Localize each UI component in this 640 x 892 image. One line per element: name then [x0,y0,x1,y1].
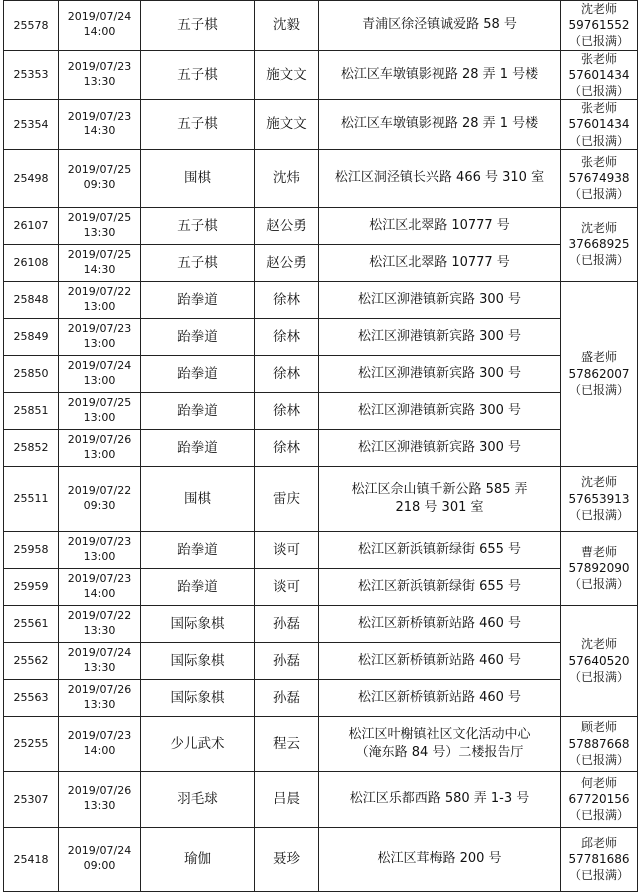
activity-name: 跆拳道 [141,531,255,568]
address-cell [319,466,561,531]
registration-status: （已报满） [568,808,629,823]
activity-name: 跆拳道 [141,568,255,605]
activity-name: 跆拳道 [141,392,255,429]
date-time-cell [59,207,141,244]
address-cell [319,605,561,642]
activity-name: 跆拳道 [141,355,255,392]
table-row [4,355,638,392]
time-text: 13:00 [83,299,116,313]
activity-name: 羽毛球 [141,771,255,827]
contact-phone: 67720156 [568,792,630,807]
activity-name: 五子棋 [141,100,255,150]
date-time-cell [59,392,141,429]
contact-phone: 57862007 [568,366,630,381]
table-row [4,207,638,244]
registration-status: （已报满） [568,507,629,522]
registration-status: （已报满） [568,83,629,98]
contact-phone: 59761552 [568,18,630,33]
instructor-name: 徐林 [255,392,319,429]
time-text: 13:00 [83,373,116,387]
date-time-cell [59,466,141,531]
activity-name: 少儿武术 [141,716,255,771]
time-text: 13:00 [83,549,116,563]
activity-id: 25562 [4,642,59,679]
address-cell [319,281,561,318]
address-cell [319,318,561,355]
date-time-cell [59,355,141,392]
table-row [4,318,638,355]
date-text: 2019/07/26 [67,682,132,696]
address-line: 松江区泖港镇新宾路 300 号 [357,328,522,344]
date-time-cell [59,771,141,827]
address-line: 松江区泖港镇新宾路 300 号 [357,402,522,418]
instructor-name: 沈炜 [255,149,319,207]
table-row [4,827,638,891]
contact-name: 沈老师 [580,220,617,235]
registration-status: （已报满） [568,133,629,148]
date-text: 2019/07/22 [67,483,132,497]
address-cell [319,679,561,716]
table-row [4,679,638,716]
registration-status: （已报满） [568,187,629,202]
date-text: 2019/07/26 [67,432,132,446]
registration-status: （已报满） [568,382,629,397]
date-text: 2019/07/23 [67,728,132,742]
table-row [4,281,638,318]
activity-id: 25511 [4,466,59,531]
time-text: 09:30 [83,178,116,192]
activity-id: 25850 [4,355,59,392]
table-row [4,642,638,679]
instructor-name: 徐林 [255,281,319,318]
contact-name: 盛老师 [580,350,617,365]
date-time-cell [59,281,141,318]
date-text: 2019/07/25 [67,163,132,177]
activity-name: 国际象棋 [141,679,255,716]
instructor-name: 雷庆 [255,466,319,531]
date-time-cell [59,827,141,891]
activity-id: 26107 [4,207,59,244]
activity-id: 25561 [4,605,59,642]
table-row [4,466,638,531]
date-text: 2019/07/23 [67,571,132,585]
contact-name: 张老师 [580,101,617,116]
table-row [4,149,638,207]
time-text: 13:30 [83,799,116,813]
instructor-name: 徐林 [255,318,319,355]
date-time-cell [59,149,141,207]
activity-name: 五子棋 [141,50,255,100]
address-line: 松江区新桥镇新站路 460 号 [357,652,522,668]
registration-status: （已报满） [568,868,629,883]
time-text: 13:00 [83,336,116,350]
activity-name: 五子棋 [141,244,255,281]
date-time-cell [59,1,141,51]
activity-name: 跆拳道 [141,429,255,466]
contact-cell [561,50,638,100]
contact-name: 顾老师 [580,720,617,735]
table-row [4,100,638,150]
instructor-name: 徐林 [255,355,319,392]
schedule-body [4,1,638,892]
table-row [4,1,638,51]
contact-phone: 57674938 [568,171,630,186]
activity-id: 25848 [4,281,59,318]
activity-id: 25578 [4,1,59,51]
address-line: 松江区泖港镇新宾路 300 号 [357,439,522,455]
address-line: 松江区泖港镇新宾路 300 号 [357,291,522,307]
date-text: 2019/07/22 [67,284,132,298]
address-cell [319,716,561,771]
date-time-cell [59,642,141,679]
contact-cell [561,1,638,51]
date-time-cell [59,605,141,642]
table-row [4,716,638,771]
activity-id: 25255 [4,716,59,771]
instructor-name: 赵公勇 [255,244,319,281]
instructor-name: 谈可 [255,531,319,568]
table-row [4,392,638,429]
date-time-cell [59,679,141,716]
contact-name: 沈老师 [580,2,617,16]
address-cell [319,642,561,679]
date-text: 2019/07/23 [67,534,132,548]
contact-name: 沈老师 [580,637,617,652]
time-text: 09:00 [83,859,116,873]
table-row [4,771,638,827]
time-text: 13:00 [83,410,116,424]
date-text: 2019/07/25 [67,247,132,261]
activity-name: 国际象棋 [141,605,255,642]
registration-status: （已报满） [568,669,629,684]
activity-name: 瑜伽 [141,827,255,891]
contact-cell [561,207,638,281]
address-line: 松江区洞泾镇长兴路 466 号 310 室 [334,170,545,186]
contact-name: 何老师 [580,775,617,790]
contact-name: 邱老师 [580,835,617,850]
table-row [4,605,638,642]
date-time-cell [59,50,141,100]
schedule-table [3,0,638,892]
address-cell [319,531,561,568]
time-text: 13:30 [83,660,116,674]
time-text: 14:00 [83,586,116,600]
activity-name: 五子棋 [141,207,255,244]
time-text: 13:30 [83,225,116,239]
activity-id: 25849 [4,318,59,355]
address-line: 218 号 301 室 [395,499,484,515]
activity-name: 跆拳道 [141,318,255,355]
address-line: 松江区新桥镇新站路 460 号 [357,615,522,631]
date-text: 2019/07/24 [67,844,132,858]
activity-id: 25418 [4,827,59,891]
date-text: 2019/07/23 [67,60,132,73]
date-text: 2019/07/25 [67,395,132,409]
contact-phone: 37668925 [568,237,630,252]
activity-id: 25353 [4,50,59,100]
date-time-cell [59,244,141,281]
table-row [4,244,638,281]
date-time-cell [59,100,141,150]
address-cell [319,568,561,605]
contact-cell [561,827,638,891]
address-line: 松江区车墩镇影视路 28 弄 1 号楼 [340,116,539,132]
instructor-name: 施文文 [255,100,319,150]
address-cell [319,50,561,100]
activity-name: 围棋 [141,466,255,531]
table-row [4,429,638,466]
activity-id: 25307 [4,771,59,827]
address-cell [319,827,561,891]
contact-phone: 57640520 [568,653,630,668]
address-line: （淹东路 84 号）二楼报告厅 [355,744,524,760]
address-line: 松江区车墩镇影视路 28 弄 1 号楼 [340,66,539,82]
contact-name: 曹老师 [580,544,617,559]
contact-phone: 57892090 [568,561,630,576]
contact-phone: 57601434 [568,117,630,132]
date-text: 2019/07/26 [67,784,132,798]
contact-phone: 57781686 [568,852,630,867]
activity-id: 26108 [4,244,59,281]
contact-cell [561,466,638,531]
address-cell [319,100,561,150]
contact-phone: 57653913 [568,491,630,506]
contact-name: 沈老师 [580,475,617,490]
date-time-cell [59,716,141,771]
registration-status: （已报满） [568,253,629,268]
contact-cell [561,605,638,716]
activity-id: 25498 [4,149,59,207]
address-line: 松江区叶榭镇社区文化活动中心 [348,726,531,742]
time-text: 13:30 [83,74,116,88]
date-text: 2019/07/23 [67,109,132,123]
activity-name: 五子棋 [141,1,255,51]
instructor-name: 孙磊 [255,679,319,716]
address-cell [319,149,561,207]
activity-id: 25959 [4,568,59,605]
contact-name: 张老师 [580,51,617,66]
time-text: 09:30 [83,498,116,512]
instructor-name: 赵公勇 [255,207,319,244]
address-line: 松江区佘山镇千新公路 585 弄 [351,481,528,497]
instructor-name: 施文文 [255,50,319,100]
instructor-name: 沈毅 [255,1,319,51]
contact-cell [561,281,638,466]
instructor-name: 吕晨 [255,771,319,827]
table-row [4,531,638,568]
address-cell [319,207,561,244]
activity-name: 跆拳道 [141,281,255,318]
date-time-cell [59,429,141,466]
date-text: 2019/07/22 [67,608,132,622]
time-text: 13:30 [83,623,116,637]
contact-cell [561,149,638,207]
address-cell [319,771,561,827]
registration-status: （已报满） [568,752,629,767]
date-time-cell [59,531,141,568]
contact-cell [561,100,638,150]
activity-name: 国际象棋 [141,642,255,679]
address-cell [319,1,561,51]
registration-status: （已报满） [568,577,629,592]
table-row [4,568,638,605]
address-line: 松江区新桥镇新站路 460 号 [357,689,522,705]
date-text: 2019/07/24 [67,358,132,372]
contact-phone: 57601434 [568,67,630,82]
address-line: 松江区北翠路 10777 号 [369,254,510,270]
address-line: 青浦区徐泾镇诚爱路 58 号 [362,17,517,33]
time-text: 14:00 [83,25,116,39]
activity-name: 围棋 [141,149,255,207]
address-cell [319,244,561,281]
contact-cell [561,771,638,827]
address-line: 松江区泖港镇新宾路 300 号 [357,365,522,381]
contact-cell [561,531,638,605]
time-text: 13:00 [83,447,116,461]
address-line: 松江区茸梅路 200 号 [377,851,502,867]
address-cell [319,429,561,466]
time-text: 14:30 [83,124,116,138]
instructor-name: 聂珍 [255,827,319,891]
activity-id: 25563 [4,679,59,716]
address-line: 松江区北翠路 10777 号 [369,217,510,233]
table-row [4,50,638,100]
time-text: 14:00 [83,743,116,757]
instructor-name: 谈可 [255,568,319,605]
date-text: 2019/07/24 [67,645,132,659]
contact-name: 张老师 [580,154,617,169]
instructor-name: 程云 [255,716,319,771]
activity-id: 25354 [4,100,59,150]
activity-id: 25958 [4,531,59,568]
date-time-cell [59,568,141,605]
registration-status: （已报满） [568,34,629,49]
date-text: 2019/07/23 [67,321,132,335]
activity-id: 25852 [4,429,59,466]
instructor-name: 孙磊 [255,642,319,679]
address-line: 松江区新浜镇新绿街 655 号 [357,578,522,594]
address-line: 松江区新浜镇新绿街 655 号 [357,541,522,557]
contact-phone: 57887668 [568,736,630,751]
time-text: 13:30 [83,697,116,711]
date-text: 2019/07/25 [67,210,132,224]
address-cell [319,392,561,429]
address-line: 松江区乐都西路 580 弄 1-3 号 [349,791,530,807]
instructor-name: 孙磊 [255,605,319,642]
time-text: 14:30 [83,262,116,276]
instructor-name: 徐林 [255,429,319,466]
date-text: 2019/07/24 [67,10,132,24]
date-time-cell [59,318,141,355]
activity-id: 25851 [4,392,59,429]
address-cell [319,355,561,392]
contact-cell [561,716,638,771]
